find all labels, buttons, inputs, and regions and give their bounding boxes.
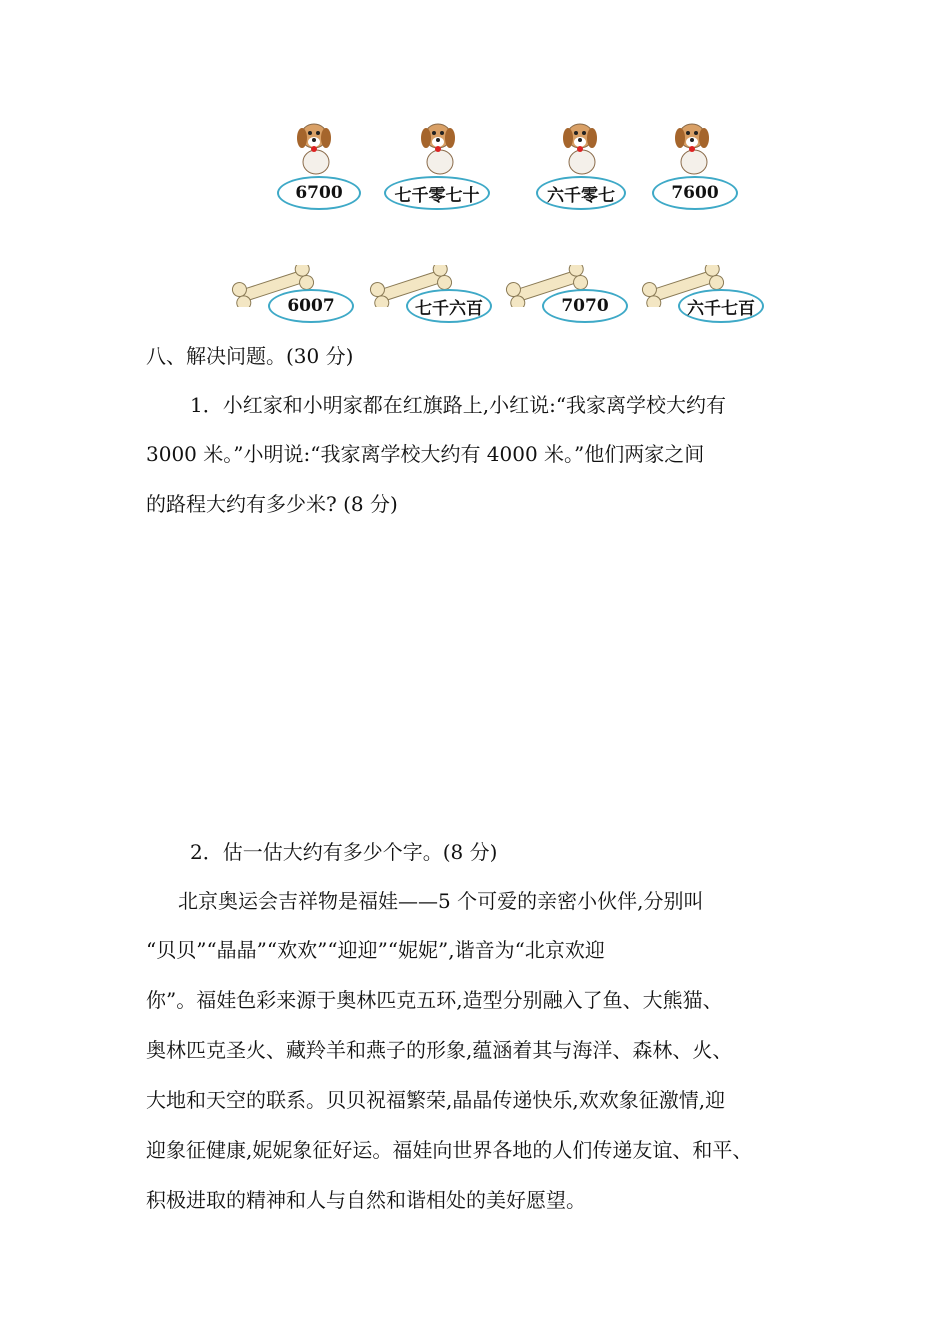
dog-number-oval: 6700	[277, 176, 361, 210]
problem1-line3: 的路程大约有多少米? (8 分)	[146, 492, 398, 516]
dog-number-oval: 7600	[652, 176, 738, 210]
dog-card-2	[382, 118, 502, 218]
passage-line: 大地和天空的联系。贝贝祝福繁荣,晶晶传递快乐,欢欢象征激情,迎	[146, 1088, 726, 1112]
problem1-line2: 3000 米。”小明说:“我家离学校大约有 4000 米。”他们两家之间	[146, 442, 705, 466]
bone-number-oval: 六千七百	[678, 289, 764, 323]
dog-icon	[292, 118, 336, 176]
bone-number-oval: 七千六百	[406, 289, 492, 323]
bone-card-3	[502, 265, 632, 325]
passage-line: 积极进取的精神和人与自然和谐相处的美好愿望。	[146, 1188, 586, 1212]
bone-card-1	[228, 265, 358, 325]
passage-line: 奥林匹克圣火、藏羚羊和燕子的形象,蕴涵着其与海洋、森林、火、	[146, 1038, 733, 1062]
bone-number-oval: 7070	[542, 289, 628, 323]
problem1-line1: 1．小红家和小明家都在红旗路上,小红说:“我家离学校大约有	[190, 393, 727, 417]
dog-card-1	[262, 118, 382, 218]
dog-icon	[670, 118, 714, 176]
section-heading: 八、解决问题。(30 分)	[146, 344, 354, 368]
dog-icon	[416, 118, 460, 176]
dog-card-4	[648, 118, 768, 218]
problem2-title: 2．估一估大约有多少个字。(8 分)	[190, 840, 498, 864]
passage-line: 北京奥运会吉祥物是福娃——5 个可爱的亲密小伙伴,分别叫	[178, 889, 704, 913]
passage-line: “贝贝”“晶晶”“欢欢”“迎迎”“妮妮”,谐音为“北京欢迎	[146, 938, 605, 962]
dog-icon	[558, 118, 602, 176]
bone-number-oval: 6007	[268, 289, 354, 323]
dog-number-oval: 七千零七十	[384, 176, 490, 210]
dog-number-oval: 六千零七	[536, 176, 626, 210]
bone-card-4	[638, 265, 768, 325]
bone-card-2	[366, 265, 496, 325]
passage-line: 迎象征健康,妮妮象征好运。福娃向世界各地的人们传递友谊、和平、	[146, 1138, 753, 1162]
dog-card-3	[528, 118, 648, 218]
passage-line: 你”。福娃色彩来源于奥林匹克五环,造型分别融入了鱼、大熊猫、	[146, 988, 723, 1012]
